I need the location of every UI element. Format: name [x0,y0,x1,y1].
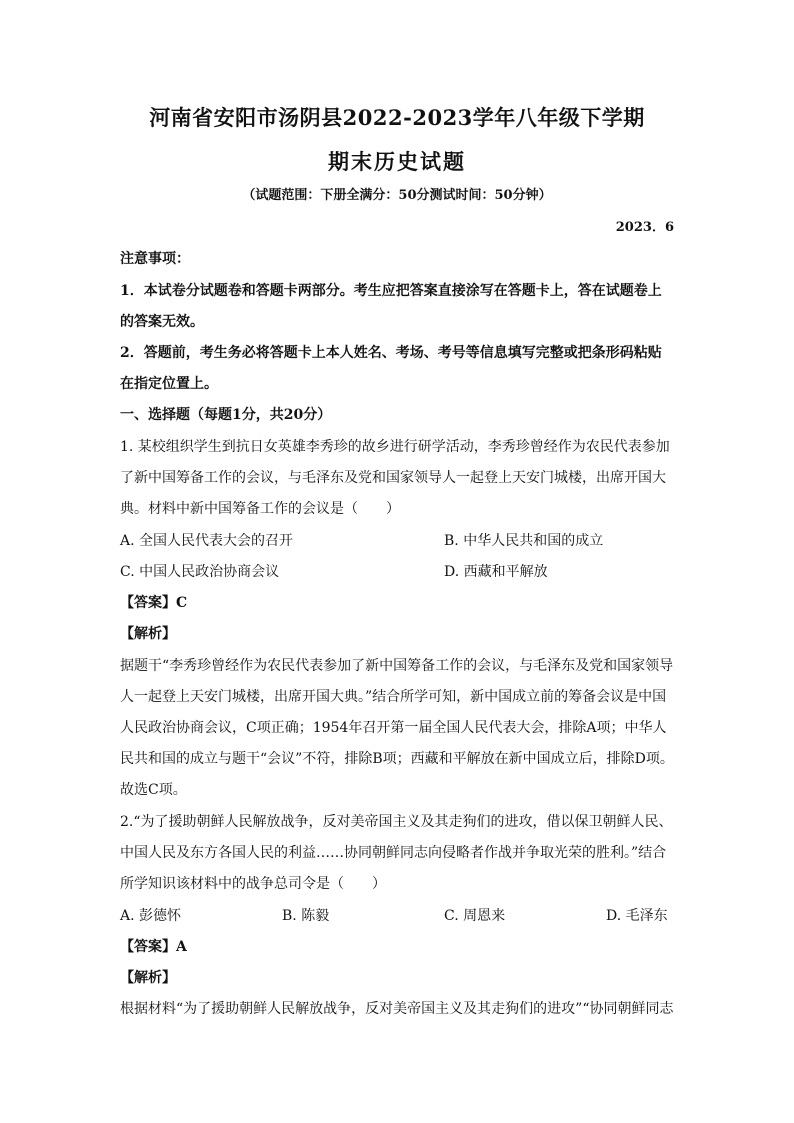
q1-stem-line3: 典。材料中新中国筹备工作的会议是（ ） [120,501,400,517]
q1-stem-line2: 了新中国筹备工作的会议，与毛泽东及党和国家领导人一起登上天安门城楼，出席开国大 [120,470,666,486]
exam-title-line2: 期末历史试题 [328,149,466,174]
q2-stem-line3: 所学知识该材料中的战争总司令是（ ） [120,876,386,892]
q1-option-c: C. 中国人民政治协商会议 [120,564,280,580]
q1-stem-line1: 1. 某校组织学生到抗日女英雄李秀珍的故乡进行研学活动，李秀珍曾经作为农民代表参加 [120,439,670,455]
note-item1-line1: 1．本试卷分试题卷和答题卡两部分。考生应把答案直接涂写在答题卡上，答在试题卷上 [120,283,662,299]
exam-title-line1: 河南省安阳市汤阴县2022-2023学年八年级下学期 [149,105,645,130]
q2-option-c: C. 周恩来 [444,908,506,924]
q1-option-b: B. 中华人民共和国的成立 [444,533,604,549]
q2-analysis-label: 【解析】 [120,970,176,986]
q1-analysis-label: 【解析】 [120,626,176,642]
q2-option-d: D. 毛泽东 [606,908,668,924]
notes-heading: 注意事项： [120,251,190,267]
q1-analysis-line5: 故选C项。 [120,782,187,798]
note-item2-line1: 2．答题前，考生务必将答题卡上本人姓名、考场、考号等信息填写完整或把条形码粘贴 [120,345,662,361]
q2-analysis-line1: 根据材料“为了援助朝鲜人民解放战争，反对美帝国主义及其走狗们的进攻”“协同朝鲜同志 [120,1001,674,1017]
exam-date: 2023．6 [615,220,674,235]
q1-answer: 【答案】C [120,595,188,611]
q1-analysis-line2: 人一起登上天安门城楼，出席开国大典。”结合所学可知，新中国成立前的筹备会议是中国 [120,689,667,705]
q2-stem-line1: 2.“为了援助朝鲜人民解放战争，反对美帝国主义及其走狗们的进攻，借以保卫朝鲜人民、 [120,814,673,830]
q1-option-a: A. 全国人民代表大会的召开 [120,533,294,549]
q2-answer: 【答案】A [120,939,187,955]
q1-analysis-line3: 人民政治协商会议，C项正确；1954年召开第一届全国人民代表大会，排除A项；中华人 [120,720,667,736]
q1-analysis-line1: 据题干“李秀珍曾经作为农民代表参加了新中国筹备工作的会议，与毛泽东及党和国家领导 [120,658,674,674]
q1-option-d: D. 西藏和平解放 [444,564,548,580]
note-item2-line2: 在指定位置上。 [120,376,218,392]
q2-option-b: B. 陈毅 [282,908,330,924]
section1-heading: 一、选择题（每题1分，共20分） [120,407,332,423]
q1-analysis-line4: 民共和国的成立与题干“会议”不符，排除B项；西藏和平解放在新中国成立后，排除D项。 [120,751,674,767]
exam-subtitle: （试题范围：下册全满分：50分测试时间：50分钟） [242,188,552,203]
q2-option-a: A. 彭德怀 [120,908,182,924]
q2-stem-line2: 中国人民及东方各国人民的利益……协同朝鲜同志向侵略者作战并争取光荣的胜利。”结合 [120,845,667,861]
note-item1-line2: 的答案无效。 [120,314,204,330]
